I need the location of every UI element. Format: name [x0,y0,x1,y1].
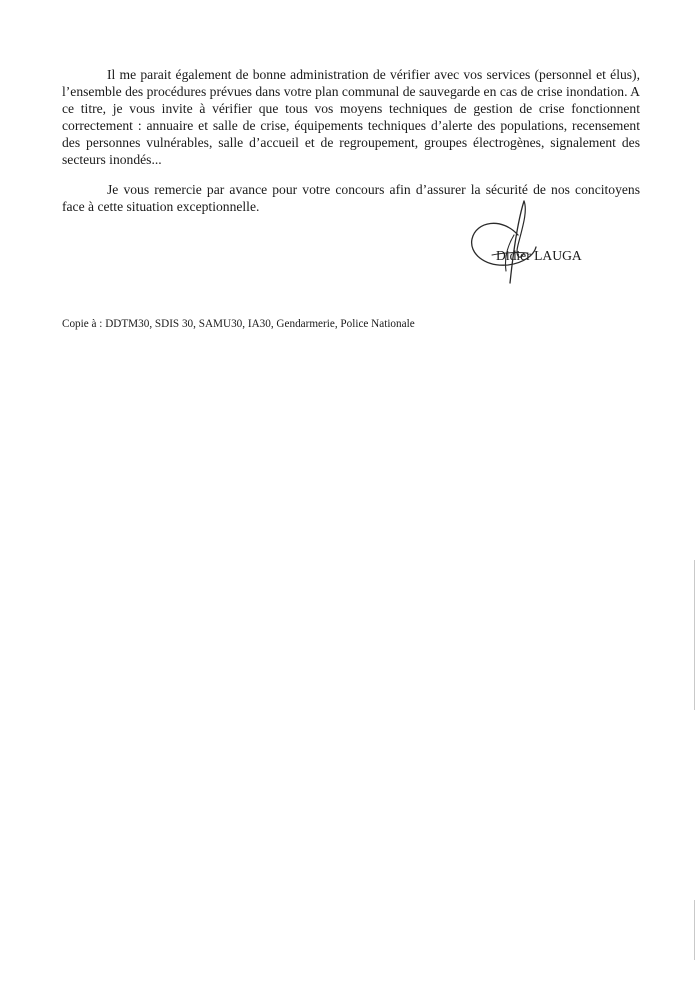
scan-edge-mark [694,900,695,960]
body-paragraph-crisis-procedures: Il me parait également de bonne administration de vérifier avec vos services (personnel et élus), l’ensemble des procédures prévues dans votre plan communal de sauvegarde en cas de crise inondation. A ce titre, je vous invite à vérifier que tous vos moyens techniques de gestion de crise fonctionnent correctement : annuaire et salle de crise, équipements techniques d’alerte des populations, recensement des personnes vulnérables, salle d’accueil et de regroupement, groupes électrogènes, signalement des secteurs inondés... [62,67,640,168]
handwritten-signature-icon [462,195,612,290]
body-paragraph-thanks: Je vous remercie par avance pour votre concours afin d’assurer la sécurité de nos concitoyens face à cette situation exceptionnelle. [62,182,640,215]
copy-recipients-line: Copie à : DDTM30, SDIS 30, SAMU30, IA30, Gendarmerie, Police Nationale [62,318,415,330]
scan-edge-mark [694,560,695,710]
signature-block [462,195,612,290]
signatory-name: Didier LAUGA [496,248,582,263]
